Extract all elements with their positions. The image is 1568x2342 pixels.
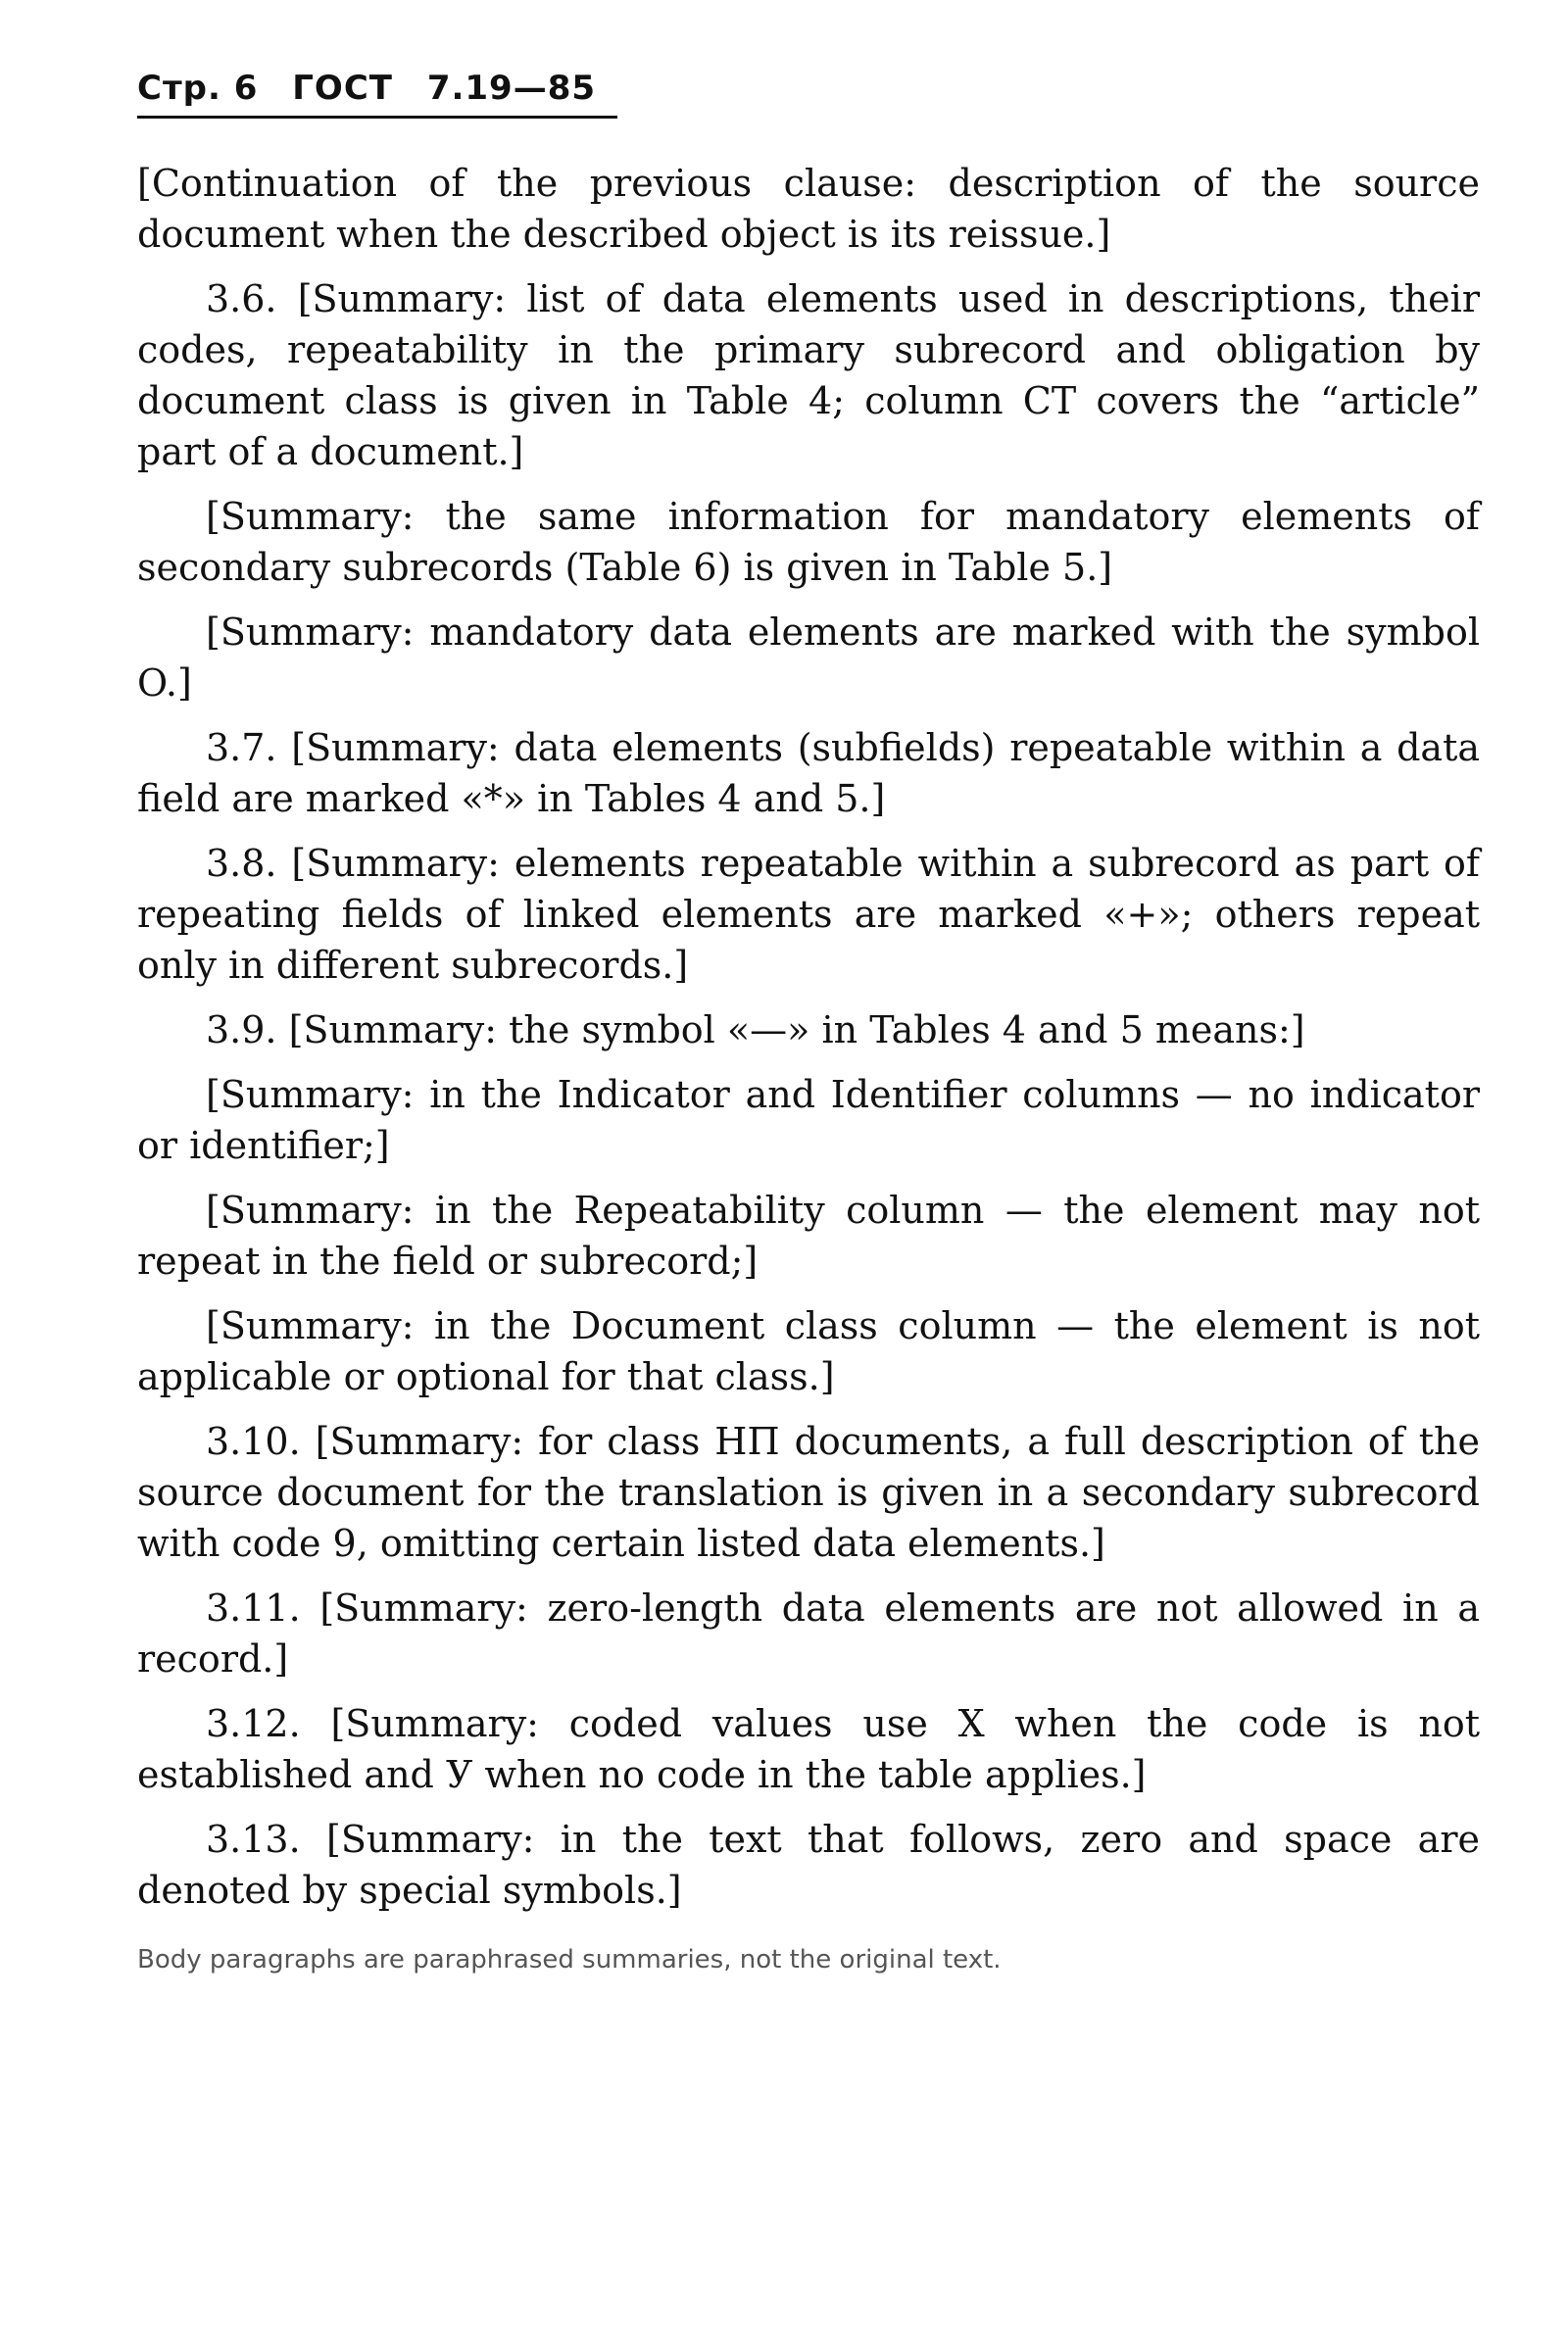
page-label: Стр. 6	[137, 69, 259, 108]
paragraph-3-9-b: [Summary: in the Repeatability column — the element may not repeat in the field or subrecord;]	[137, 1189, 1480, 1283]
paragraph-3-11: 3.11. [Summary: zero-length data elements are not allowed in a record.]	[137, 1586, 1480, 1681]
paragraph-3-13: 3.13. [Summary: in the text that follows, zero and space are denoted by special symbols.]	[137, 1818, 1480, 1912]
standard-number: 7.19—85	[426, 69, 597, 108]
summary-notice: Body paragraphs are paraphrased summaries, not the original text.	[137, 1945, 1002, 1975]
body-text	[137, 158, 1480, 1916]
standard-name: ГОСТ	[292, 69, 393, 108]
paragraph-3-6-secondary: [Summary: the same information for mandatory elements of secondary subrecords (Table 6) is given in Table 5.]	[137, 495, 1480, 589]
paragraph-3-8: 3.8. [Summary: elements repeatable within a subrecord as part of repeating fields of linked elements are marked «+»; others repeat only in different subrecords.]	[137, 842, 1480, 987]
paragraph-3-9-a: [Summary: in the Indicator and Identifier columns — no indicator or identifier;]	[137, 1073, 1480, 1167]
page-header	[137, 69, 617, 119]
paragraph-3-10: 3.10. [Summary: for class НП documents, a full description of the source document for the translation is given in a secondary subrecord with code 9, omitting certain listed data elements.]	[137, 1420, 1480, 1565]
paragraph-3-7: 3.7. [Summary: data elements (subfields) repeatable within a data field are marked «*» in Tables 4 and 5.]	[137, 726, 1480, 820]
paragraph-3-6-symbol: [Summary: mandatory data elements are marked with the symbol O.]	[137, 610, 1480, 705]
paragraph-3-9-c: [Summary: in the Document class column — the element is not applicable or optional for that class.]	[137, 1304, 1480, 1398]
paragraph-3-6: 3.6. [Summary: list of data elements used in descriptions, their codes, repeatability in the primary subrecord and obligation by document class is given in Table 4; column CT covers the “article” part of a document.]	[137, 277, 1480, 473]
paragraph-3-12: 3.12. [Summary: coded values use X when the code is not established and У when no code in the table applies.]	[137, 1702, 1480, 1796]
paragraph-continuation: [Continuation of the previous clause: description of the source document when the described object is its reissue.]	[137, 162, 1480, 256]
paragraph-3-9: 3.9. [Summary: the symbol «—» in Tables 4 and 5 means:]	[206, 1008, 1305, 1051]
